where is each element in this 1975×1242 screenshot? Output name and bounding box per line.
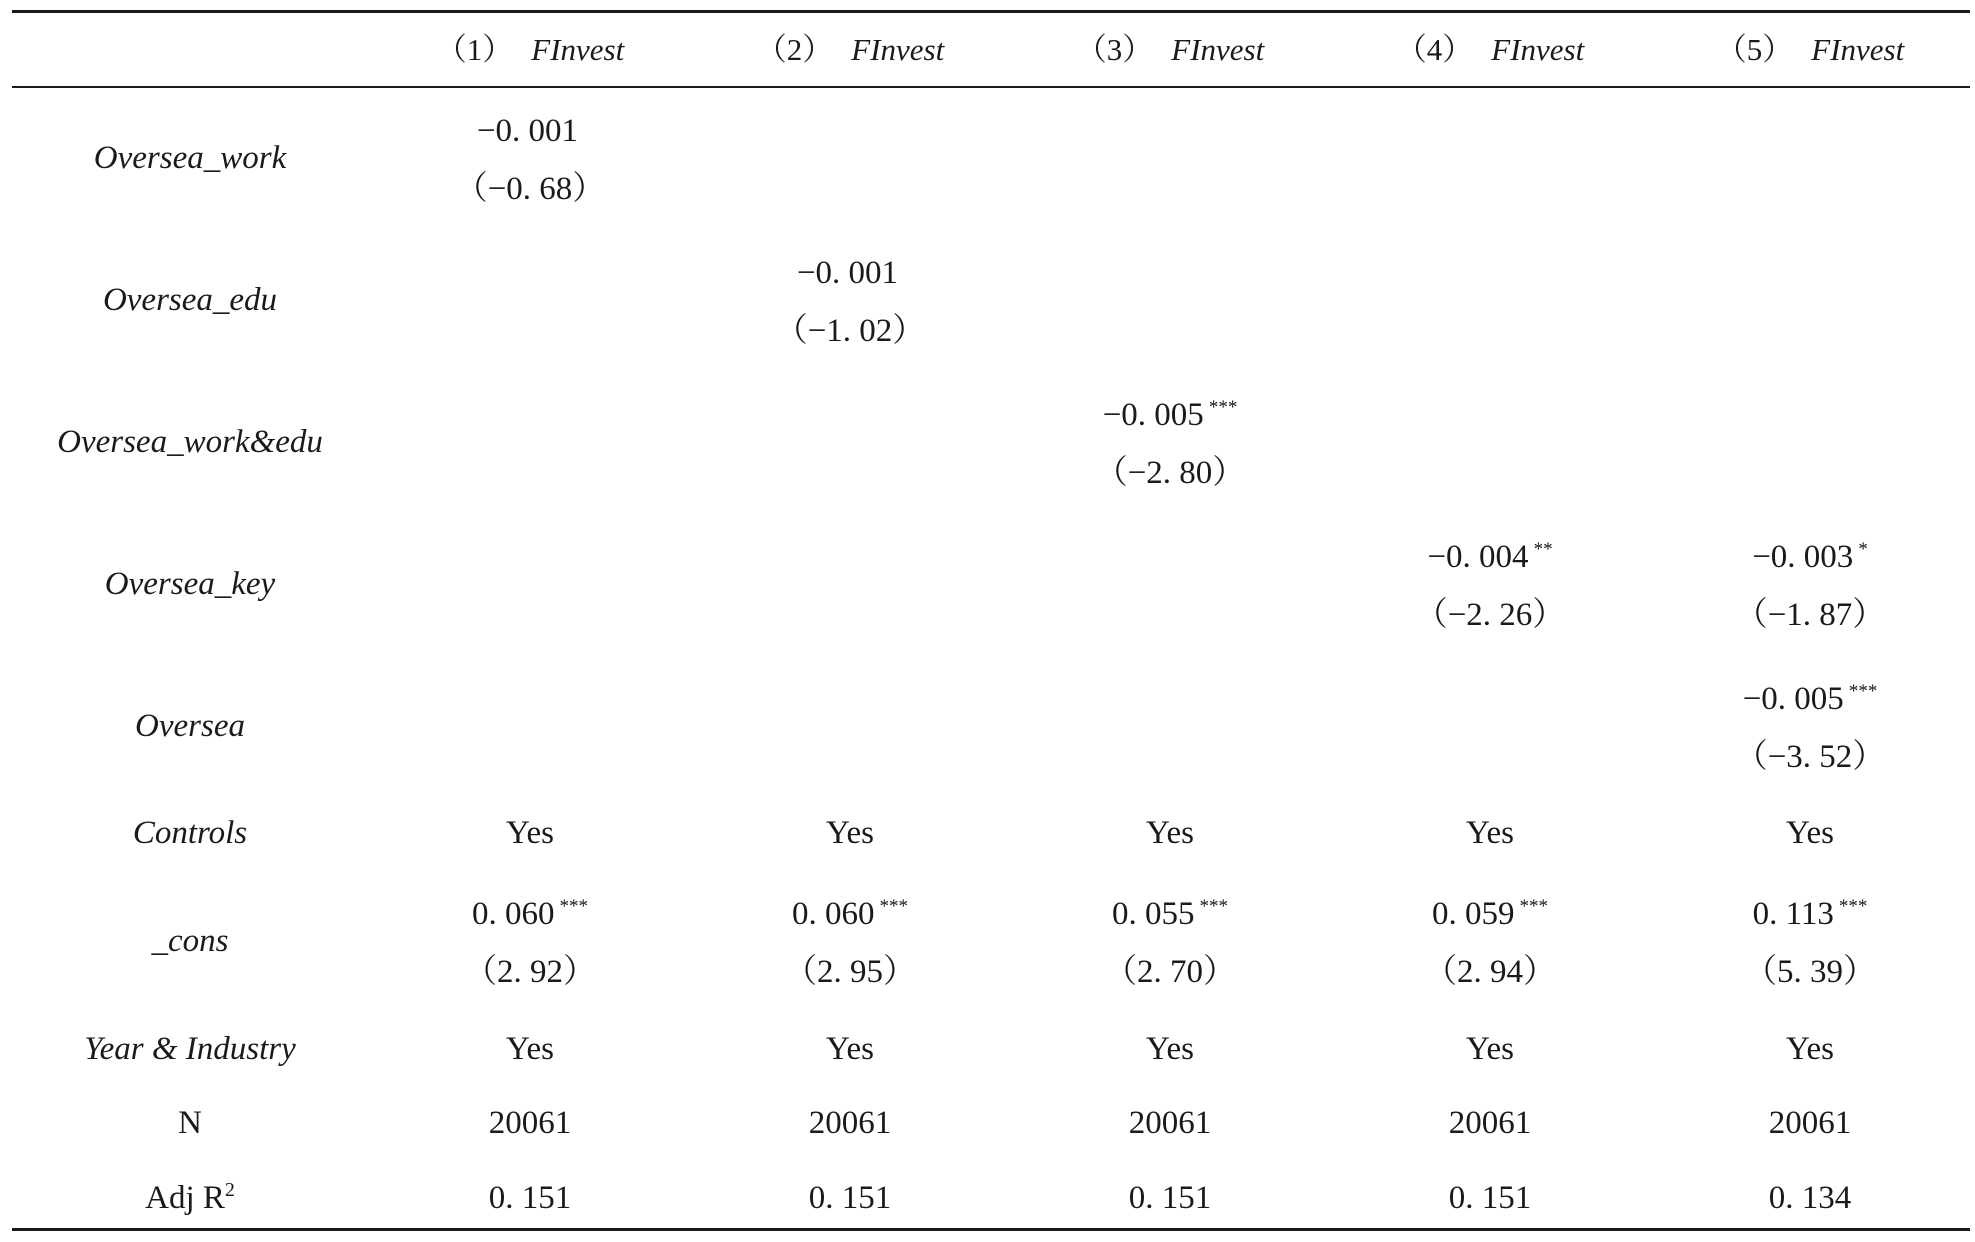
- coefficient: 0. 113 ***: [1752, 896, 1868, 932]
- coefficient: −0. 003 *: [1752, 539, 1868, 575]
- column-header-1: [380, 30, 680, 70]
- significance-stars: ***: [1519, 896, 1548, 917]
- cell-adj-r2-col3: 0. 151: [1128, 1180, 1212, 1216]
- row-label-oversea-work: Oversea_work: [93, 140, 287, 176]
- cell-adj-r2-col4: 0. 151: [1448, 1180, 1532, 1216]
- cell-cons-col4: [1340, 894, 1640, 992]
- cell-oversea-col5: [1660, 679, 1960, 777]
- cell-n-col1: 20061: [488, 1105, 572, 1141]
- t-statistic: （−1. 02）: [774, 313, 926, 349]
- cell-year-industry-col3: Yes: [1145, 1031, 1195, 1067]
- cell-controls-col4: Yes: [1465, 815, 1515, 851]
- coefficient: −0. 001: [476, 113, 579, 149]
- coefficient: 0. 060 ***: [792, 896, 908, 932]
- cell-year-industry-col5: Yes: [1785, 1031, 1835, 1067]
- table-top-rule: [12, 10, 1970, 13]
- cell-cons-col1: [380, 894, 680, 992]
- column-header-5: [1660, 30, 1960, 70]
- row-label-oversea-edu: Oversea_edu: [102, 282, 278, 318]
- cell-n-col3: 20061: [1128, 1105, 1212, 1141]
- column-header-3: [1020, 30, 1320, 70]
- cell-controls-col3: Yes: [1145, 815, 1195, 851]
- t-statistic: （2. 94）: [1424, 954, 1556, 990]
- column-variable: FInvest: [851, 32, 945, 67]
- row-label-year-industry: Year & Industry: [84, 1031, 296, 1067]
- cell-adj-r2-col5: 0. 134: [1768, 1180, 1852, 1216]
- column-variable: FInvest: [1491, 32, 1585, 67]
- cell-cons-col2: [700, 894, 1000, 992]
- significance-stars: ***: [559, 896, 588, 917]
- row-label-oversea: Oversea: [135, 708, 245, 744]
- cell-year-industry-col1: Yes: [505, 1031, 555, 1067]
- row-label-oversea-key: Oversea_key: [104, 566, 276, 602]
- row-label-adj-r2: Adj $R^2$: [145, 1179, 235, 1216]
- cell-controls-col2: Yes: [825, 815, 875, 851]
- cell-n-col4: 20061: [1448, 1105, 1532, 1141]
- t-statistic: （−2. 80）: [1094, 455, 1246, 491]
- row-label-controls: Controls: [132, 815, 248, 851]
- t-statistic: （2. 92）: [464, 954, 596, 990]
- t-statistic: （−2. 26）: [1414, 597, 1566, 633]
- column-variable: FInvest: [1171, 32, 1265, 67]
- cell-adj-r2-col2: 0. 151: [808, 1180, 892, 1216]
- t-statistic: （2. 70）: [1104, 954, 1236, 990]
- cell-n-col2: 20061: [808, 1105, 892, 1141]
- t-statistic: （2. 95）: [784, 954, 916, 990]
- cell-cons-col5: [1660, 894, 1960, 992]
- coefficient: −0. 001: [796, 255, 899, 291]
- coefficient: −0. 004 **: [1427, 539, 1553, 575]
- row-label-n: N: [178, 1105, 202, 1141]
- superscript: 2: [224, 1179, 235, 1201]
- column-number: （2）: [755, 32, 834, 67]
- cell-oversea-key-col5: [1660, 537, 1960, 635]
- cell-controls-col1: Yes: [505, 815, 555, 851]
- cell-cons-col3: [1020, 894, 1320, 992]
- cell-oversea-work-edu-col3: [1020, 395, 1320, 493]
- significance-stars: ***: [1199, 896, 1228, 917]
- cell-year-industry-col4: Yes: [1465, 1031, 1515, 1067]
- coefficient: 0. 055 ***: [1112, 896, 1228, 932]
- significance-stars: ***: [1848, 681, 1878, 702]
- column-header-2: [700, 30, 1000, 70]
- coefficient: 0. 059 ***: [1432, 896, 1548, 932]
- cell-oversea-key-col4: [1340, 537, 1640, 635]
- cell-oversea-work-col1: [380, 111, 680, 209]
- row-label-cons: _cons: [151, 923, 229, 959]
- t-statistic: （5. 39）: [1744, 954, 1876, 990]
- coefficient: 0. 060 ***: [472, 896, 588, 932]
- significance-stars: ***: [1838, 896, 1868, 917]
- row-label-oversea-work-edu: Oversea_work&edu: [57, 424, 323, 460]
- significance-stars: *: [1858, 539, 1868, 560]
- t-statistic: （−0. 68）: [454, 171, 606, 207]
- cell-year-industry-col2: Yes: [825, 1031, 875, 1067]
- coefficient: −0. 005 ***: [1102, 397, 1238, 433]
- cell-controls-col5: Yes: [1785, 815, 1835, 851]
- t-statistic: （−3. 52）: [1734, 739, 1886, 775]
- column-number: （4）: [1395, 32, 1474, 67]
- column-number: （3）: [1075, 32, 1154, 67]
- t-statistic: （−1. 87）: [1734, 597, 1886, 633]
- significance-stars: **: [1533, 539, 1553, 560]
- significance-stars: ***: [1208, 397, 1238, 418]
- column-header-4: [1340, 30, 1640, 70]
- table-bottom-rule: [12, 1228, 1970, 1231]
- cell-n-col5: 20061: [1768, 1105, 1852, 1141]
- significance-stars: ***: [879, 896, 908, 917]
- table-header-rule: [12, 86, 1970, 88]
- column-variable: FInvest: [1811, 32, 1905, 67]
- column-number: （1）: [435, 32, 514, 67]
- column-variable: FInvest: [531, 32, 625, 67]
- cell-oversea-edu-col2: [700, 253, 1000, 351]
- coefficient: −0. 005 ***: [1742, 681, 1878, 717]
- column-number: （5）: [1715, 32, 1794, 67]
- cell-adj-r2-col1: 0. 151: [488, 1180, 572, 1216]
